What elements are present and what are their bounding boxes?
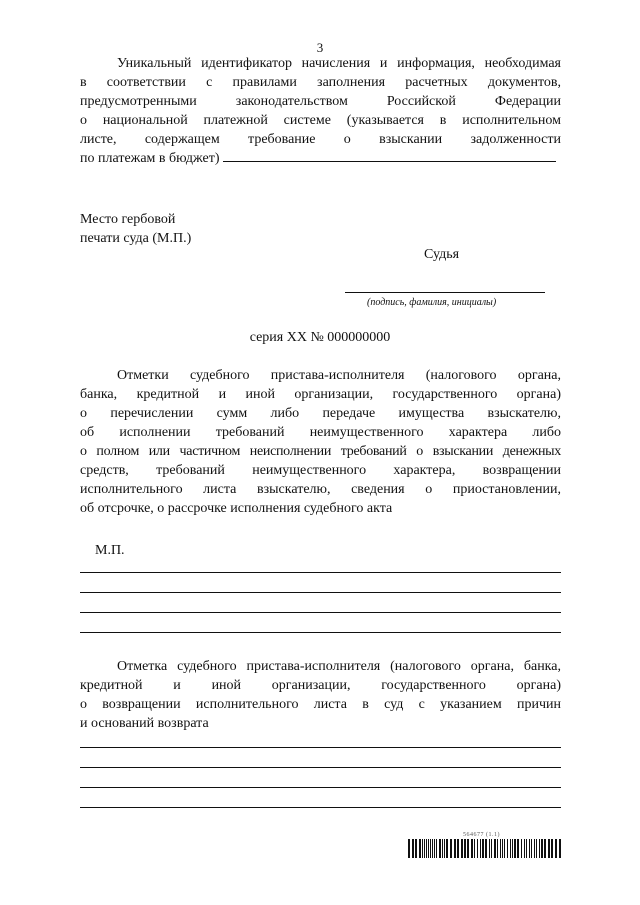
- bailiff-marks-line-4: об исполнении требований неимущественного характера либо: [80, 425, 561, 440]
- return-mark-line-3: о возвращении исполнительного листа в суд с указанием причин: [80, 697, 561, 712]
- identifier-fill-line[interactable]: [223, 149, 556, 162]
- return-mark-block: [80, 657, 561, 733]
- return-entry-line-4[interactable]: [80, 807, 561, 808]
- return-mark-line-1: Отметка судебного пристава-исполнителя (налогового органа, банка,: [117, 659, 561, 674]
- bailiff-marks-line-3: о перечислении сумм либо передаче имущества взыскателю,: [80, 406, 561, 421]
- bailiff-marks-line-5: о полном или частичном неисполнении требований о взыскании денежных: [80, 444, 561, 459]
- series-number: серия XX № 000000000: [249, 330, 391, 345]
- return-entry-line-3[interactable]: [80, 787, 561, 788]
- return-entry-line-1[interactable]: [80, 747, 561, 748]
- identifier-line-4: о национальной платежной системе (указывается в исполнительном: [80, 113, 561, 128]
- bailiff-marks-block: [80, 366, 561, 518]
- identifier-line-2: в соответствии с правилами заполнения расчетных документов,: [80, 75, 561, 90]
- identifier-block: [80, 54, 561, 168]
- page-number: 3: [316, 40, 324, 55]
- identifier-line-5: листе, содержащем требование о взыскании задолженности: [80, 132, 561, 147]
- return-mark-last-line: и оснований возврата: [80, 716, 209, 731]
- seal-place: [80, 210, 191, 248]
- marks-entry-line-4[interactable]: [80, 632, 561, 633]
- bailiff-marks-line-6: средств, требований неимущественного характера, возвращении: [80, 463, 561, 478]
- seal-place-line-1: Место гербовой: [80, 212, 176, 227]
- bailiff-marks-line-2: банка, кредитной и иной организации, государственного органа): [80, 387, 561, 402]
- return-entry-line-2[interactable]: [80, 767, 561, 768]
- marks-entry-line-2[interactable]: [80, 592, 561, 593]
- return-mark-line-2: кредитной и иной организации, государственного органа): [80, 678, 561, 693]
- marks-entry-line-1[interactable]: [80, 572, 561, 573]
- mp-label: М.П.: [95, 543, 125, 558]
- identifier-line-3: предусмотренными законодательством Российской Федерации: [80, 94, 561, 109]
- identifier-last-text: по платежам в бюджет): [80, 151, 220, 166]
- marks-entry-line-3[interactable]: [80, 612, 561, 613]
- bailiff-marks-line-1: Отметки судебного пристава-исполнителя (налогового органа,: [117, 368, 561, 383]
- identifier-last-line: [80, 149, 561, 168]
- barcode-image: [408, 839, 562, 858]
- document-code: 564677 (1.1): [463, 832, 500, 838]
- identifier-line-1: Уникальный идентификатор начисления и информация, необходимая: [117, 56, 561, 71]
- signature-line[interactable]: [345, 292, 545, 293]
- bailiff-marks-line-7: исполнительного листа взыскателю, сведения о приостановлении,: [80, 482, 561, 497]
- seal-place-line-2: печати суда (М.П.): [80, 231, 192, 246]
- signature-caption: (подпись, фамилия, инициалы): [367, 297, 497, 308]
- bailiff-marks-last-line: об отсрочке, о рассрочке исполнения судебного акта: [80, 501, 393, 516]
- judge-label: Судья: [424, 247, 460, 262]
